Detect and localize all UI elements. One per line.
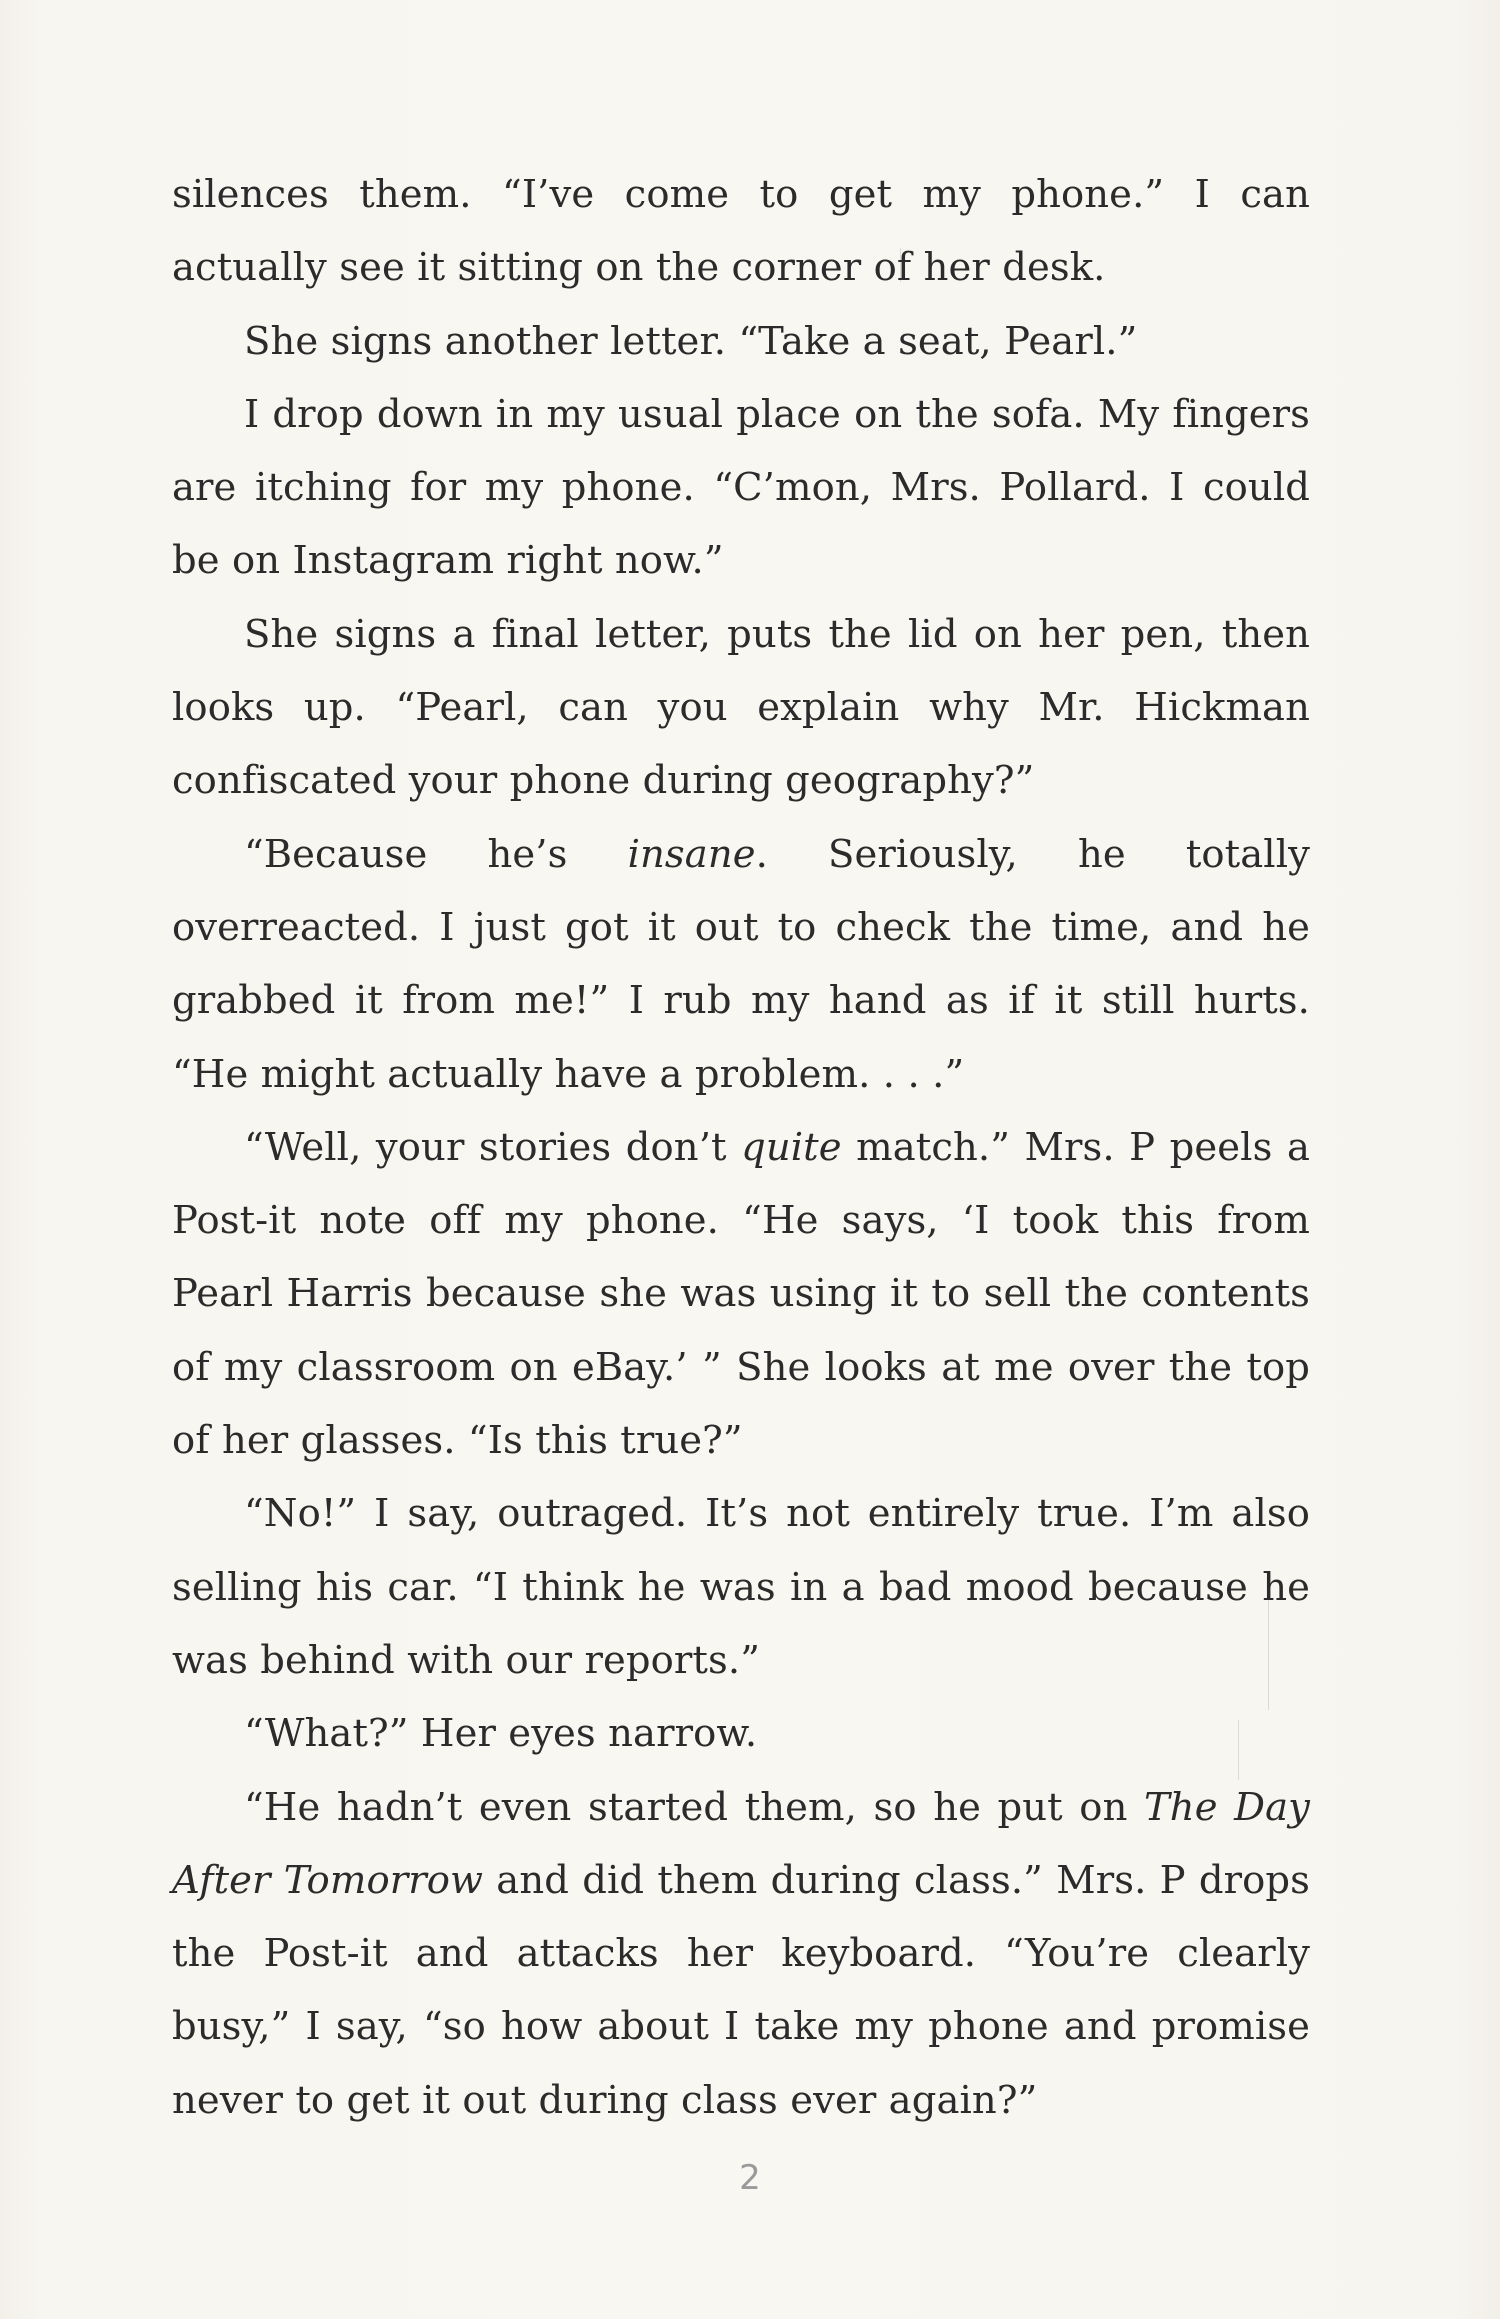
paragraph bbox=[172, 1111, 1310, 1477]
text-run: “Because he’s bbox=[244, 831, 628, 877]
paragraph bbox=[172, 1477, 1310, 1697]
text-run: “No!” I say, outraged. It’s not entirely true. I’m also selling his car. “I think he was in a bad mood because he was behind with our reports.” bbox=[172, 1491, 1310, 1683]
paragraph bbox=[172, 158, 1310, 305]
text-run: “Well, your stories don’t bbox=[244, 1124, 742, 1170]
paragraph bbox=[172, 818, 1310, 1111]
page-number: 2 bbox=[739, 2158, 761, 2198]
text-run: She signs another letter. “Take a seat, Pearl.” bbox=[244, 318, 1138, 364]
paragraph bbox=[172, 378, 1310, 598]
text-run: “He hadn’t even started them, so he put on bbox=[244, 1784, 1145, 1830]
paragraph bbox=[172, 305, 1310, 378]
text-run: match.” Mrs. P peels a Post-it note off my phone. “He says, ‘I took this from Pearl Harris because she was using it to sell the contents of my classroom on eBay.’ ” She looks at me over the top of her glasses. “Is this true?” bbox=[172, 1124, 1310, 1464]
text-run: . Seriously, he totally overreacted. I just got it out to check the time, and he grabbed it from me!” I rub my hand as if it still hurts. “He might actually have a problem. . . .” bbox=[172, 831, 1310, 1097]
text-run: “What?” Her eyes narrow. bbox=[244, 1711, 758, 1757]
paragraph bbox=[172, 598, 1310, 818]
text-run: I drop down in my usual place on the sofa. My fingers are itching for my phone. “C’mon, Mrs. Pollard. I could be on Instagram right now.” bbox=[172, 391, 1310, 584]
text-run: and did them during class.” Mrs. P drops the Post-it and attacks her keyboard. “You’re clearly busy,” I say, “so how about I take my phone and promise never to get it out during class ever again?” bbox=[172, 1857, 1311, 2123]
italic-text: quite bbox=[741, 1124, 842, 1170]
body-text bbox=[172, 158, 1310, 2137]
paragraph bbox=[172, 1697, 1310, 1770]
paragraph bbox=[172, 1771, 1310, 2137]
italic-text: insane bbox=[627, 831, 756, 877]
text-run: She signs a final letter, puts the lid on her pen, then looks up. “Pearl, can you explain why Mr. Hickman confiscated your phone during geography?” bbox=[172, 611, 1310, 804]
italic-text: The Day After Tomorrow bbox=[172, 1784, 1310, 1903]
text-run: silences them. “I’ve come to get my phone.” I can actually see it sitting on the corner of her desk. bbox=[172, 172, 1310, 291]
